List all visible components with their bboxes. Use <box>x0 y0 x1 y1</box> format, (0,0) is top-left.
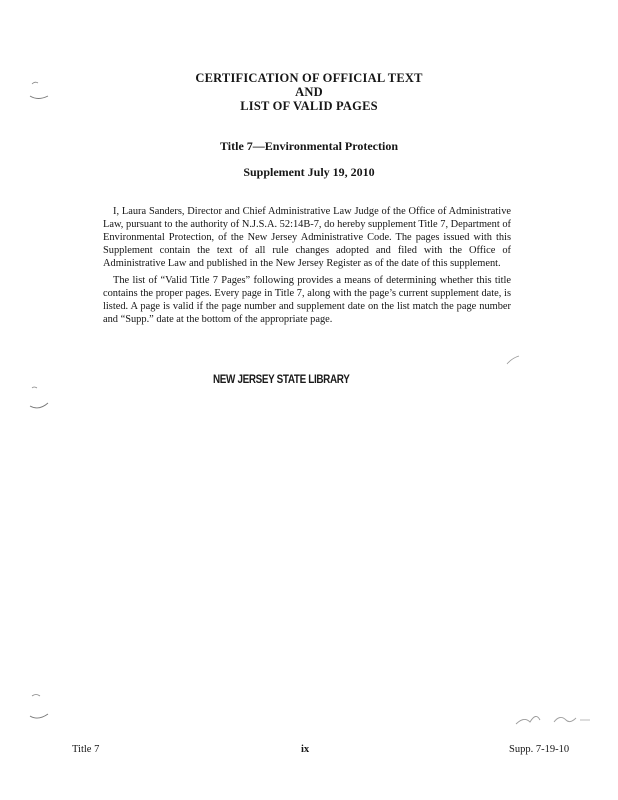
footer-page-number: ix <box>301 744 310 755</box>
hole-punch-mark-middle <box>26 384 56 414</box>
footer-supplement-date: Supp. 7-19-10 <box>509 744 570 755</box>
certification-heading-and: AND <box>295 85 323 99</box>
title-heading: Title 7—Environmental Protection <box>220 139 398 153</box>
library-stamp: NEW JERSEY STATE LIBRARY <box>213 374 350 386</box>
supplement-date-heading: Supplement July 19, 2010 <box>243 165 375 179</box>
hole-punch-mark-bottom <box>24 690 56 724</box>
valid-pages-paragraph: The list of “Valid Title 7 Pages” following provides a means of determining whether this title contains the proper pages. Every page in Title 7, along with the page’s current supplement date, is listed. A page is valid if the page number and supplement date on the list match the page number and “Supp.” date at the bottom of the appropriate page. <box>103 275 511 325</box>
valid-pages-heading: LIST OF VALID PAGES <box>240 99 378 113</box>
certification-heading: CERTIFICATION OF OFFICIAL TEXT <box>195 71 423 85</box>
certification-paragraph: I, Laura Sanders, Director and Chief Administrative Law Judge of the Office of Administrative Law, pursuant to the authority of N.J.S.A. 52:14B-7, do hereby supplement Title 7, Department of Environmental Protection, of the New Jersey Administrative Code. The pages issued with this Supplement contain the text of all rule changes adopted and filed with the Office of Administrative Law and published in the New Jersey Register as of the date of this supplement. <box>103 206 511 269</box>
handwritten-initials-mark <box>510 702 594 732</box>
hole-punch-mark-top <box>26 76 56 106</box>
scan-speck-mark <box>504 352 524 368</box>
footer-title: Title 7 <box>72 744 100 755</box>
